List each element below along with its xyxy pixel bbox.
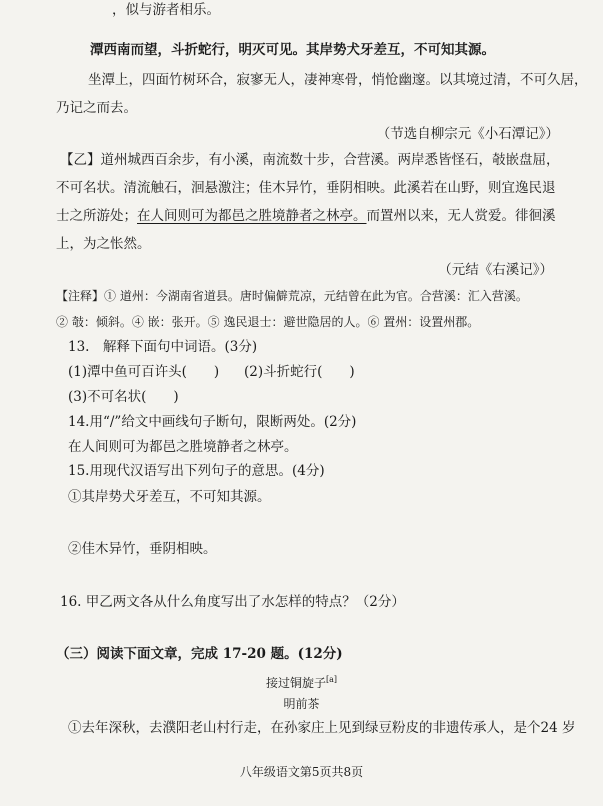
q14-sentence: 在人间则可为都邑之胜境静者之林亭。 — [68, 439, 298, 455]
article-title-note: [a] — [326, 675, 338, 684]
passage-a-line-1: 潭西南而望，斗折蛇行，明灭可见。其岸势犬牙差互，不可知其源。 — [90, 42, 495, 58]
passage-b-line-3-post: 而置州以来，无人赏爱。徘徊溪 — [366, 208, 556, 224]
q15-item-1: ①其岸势犬牙差互，不可知其源。 — [68, 489, 271, 505]
page-footer: 八年级语文第5页共8页 — [239, 765, 364, 779]
q15-item-2: ②佳木异竹，垂阴相映。 — [68, 541, 217, 557]
section-3-heading: （三）阅读下面文章，完成 17-20 题。(12分) — [56, 646, 343, 662]
passage-a-source: （节选自柳宗元《小石潭记》） — [376, 126, 559, 142]
passage-b-source: （元结《右溪记》） — [438, 262, 553, 278]
q13-item-3: (3)不可名状( ) — [68, 389, 179, 405]
q13-title: 13. 解释下面句中词语。(3分) — [68, 339, 258, 355]
passage-b-line-3-pre: 士之所游处； — [56, 208, 137, 224]
passage-b-line-4: 上，为之怅然。 — [56, 236, 151, 252]
passage-b-line-1: 【乙】道州城西百余步，有小溪，南流数十步，合营溪。两岸悉皆怪石，攲嵌盘屈， — [60, 152, 560, 168]
notes-line-2: ② 攲：倾斜。④ 嵌：张开。⑤ 逸民退士：避世隐居的人。⑥ 置州：设置州郡。 — [56, 315, 480, 329]
passage-b-line-2: 不可名状。清流触石，洄悬激注；佳木异竹，垂阴相映。此溪若在山野，则宜逸民退 — [56, 180, 556, 196]
passage-a-line-0: ，似与游者相乐。 — [112, 2, 220, 18]
passage-a-line-3: 乃记之而去。 — [56, 100, 137, 116]
article-title — [0, 672, 603, 691]
underlined-sentence: 在人间则可为都邑之胜境静者之林亭。 — [137, 208, 367, 224]
passage-a-line-2: 坐潭上，四面竹树环合，寂寥无人，凄神寒骨，悄怆幽邃。以其境过清，不可久居， — [88, 72, 588, 88]
article-title-text: 接过铜旋子 — [265, 676, 326, 690]
q13-item-2: (2)斗折蛇行( ) — [244, 364, 355, 380]
passage-b-line-3 — [56, 208, 556, 224]
q14-title: 14.用“/”给文中画线句子断句，限断两处。(2分) — [68, 414, 357, 430]
q16-title: 16. 甲乙两文各从什么角度写出了水怎样的特点？（2分） — [60, 594, 405, 610]
article-paragraph-1: ①去年深秋，去濮阳老山村行走，在孙家庄上见到绿豆粉皮的非遗传承人，是个24 岁 — [68, 720, 576, 736]
q13-item-1: (1)潭中鱼可百许头( ) — [68, 364, 220, 380]
notes-line-1: 【注释】① 道州：今湖南省道县。唐时偏僻荒凉，元结曾在此为官。合营溪：汇入营溪。 — [56, 289, 528, 303]
q15-title: 15.用现代汉语写出下列句子的意思。(4分) — [68, 463, 325, 479]
article-author: 明前茶 — [283, 697, 320, 711]
